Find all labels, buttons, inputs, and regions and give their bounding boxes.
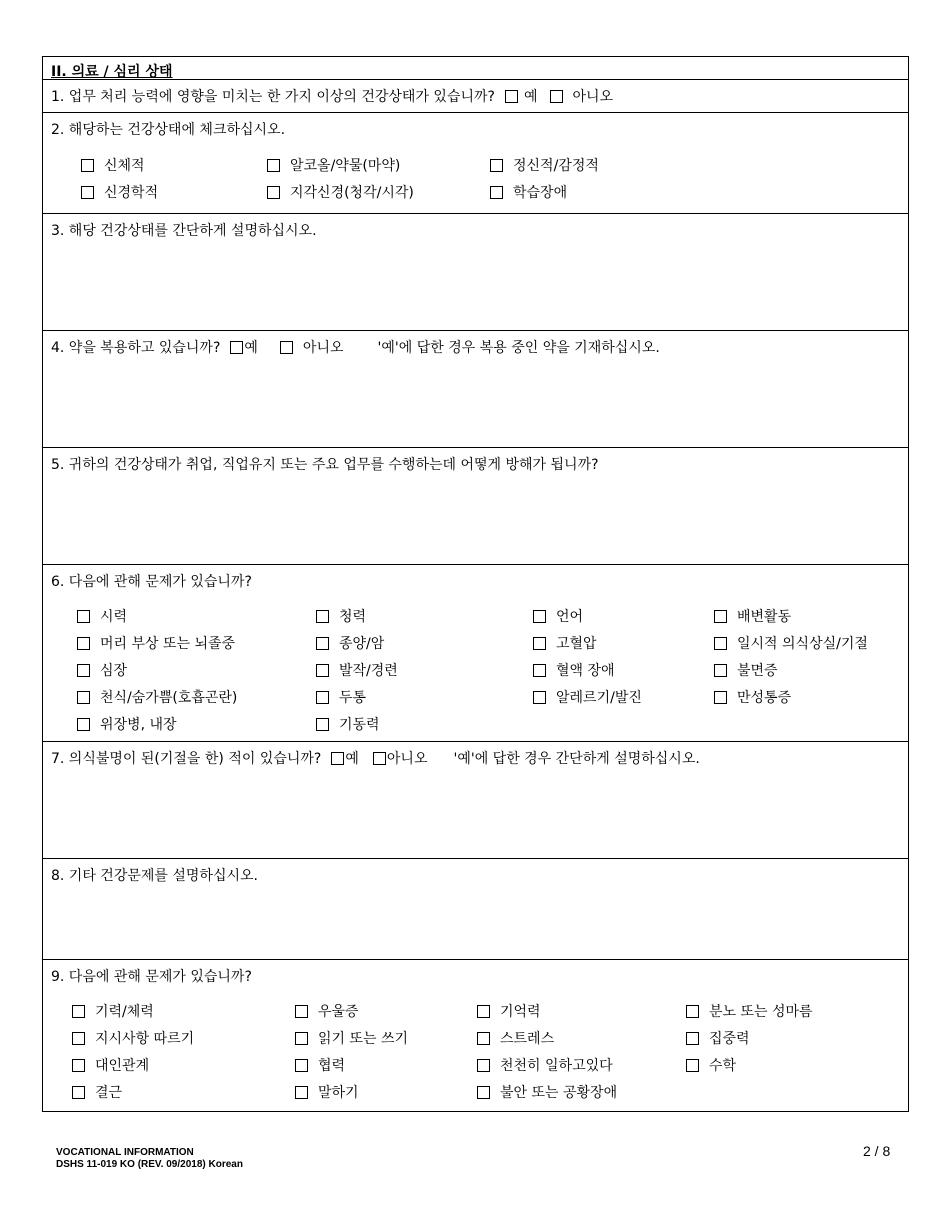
option-label: 기력/체력 bbox=[95, 1004, 154, 1020]
option-label: 두통 bbox=[339, 690, 367, 706]
option-label: 만성통증 bbox=[737, 690, 792, 706]
checkbox[interactable] bbox=[490, 159, 503, 172]
checkbox[interactable] bbox=[295, 1059, 308, 1072]
option-label: 집중력 bbox=[709, 1031, 750, 1047]
q1-no-checkbox[interactable] bbox=[550, 90, 563, 103]
checkbox[interactable] bbox=[714, 637, 727, 650]
question-3-row[interactable] bbox=[43, 213, 908, 330]
checkbox[interactable] bbox=[72, 1059, 85, 1072]
checkbox[interactable] bbox=[77, 637, 90, 650]
checkbox[interactable] bbox=[477, 1059, 490, 1072]
question-3-text: 3. 해당 건강상태를 간단하게 설명하십시오. bbox=[51, 223, 317, 239]
question-9-row bbox=[43, 959, 908, 1113]
q4-note: '예'에 답한 경우 복용 중인 약을 기재하십시오. bbox=[377, 340, 660, 356]
option-label: 기동력 bbox=[339, 717, 380, 733]
q9-option[interactable] bbox=[295, 1082, 359, 1102]
q1-no-label: 아니오 bbox=[572, 89, 614, 105]
option-label: 수학 bbox=[709, 1058, 737, 1074]
option-label: 정신적/감정적 bbox=[513, 158, 599, 174]
q6-option[interactable] bbox=[533, 606, 583, 626]
question-1-text: 1. 업무 처리 능력에 영향을 미치는 한 가지 이상의 건강상태가 있습니까? bbox=[51, 89, 495, 105]
checkbox[interactable] bbox=[72, 1086, 85, 1099]
q6-option[interactable] bbox=[77, 633, 235, 653]
option-label: 시력 bbox=[100, 609, 128, 625]
checkbox[interactable] bbox=[533, 664, 546, 677]
checkbox[interactable] bbox=[316, 637, 329, 650]
q2-option[interactable] bbox=[267, 182, 414, 202]
question-7-row[interactable] bbox=[43, 741, 908, 858]
q1-yes-checkbox[interactable] bbox=[505, 90, 518, 103]
checkbox[interactable] bbox=[295, 1086, 308, 1099]
option-label: 지시사항 따르기 bbox=[95, 1031, 195, 1047]
section-title: II. 의료 / 심리 상태 bbox=[51, 64, 173, 80]
question-8-text: 8. 기타 건강문제를 설명하십시오. bbox=[51, 868, 258, 884]
option-label: 머리 부상 또는 뇌졸중 bbox=[100, 636, 236, 652]
q9-option[interactable] bbox=[295, 1055, 345, 1075]
option-label: 기억력 bbox=[500, 1004, 541, 1020]
checkbox[interactable] bbox=[72, 1005, 85, 1018]
q2-option[interactable] bbox=[490, 182, 567, 202]
option-label: 우울증 bbox=[318, 1004, 359, 1020]
q9-option[interactable] bbox=[477, 1001, 541, 1021]
q7-yes-label: 예 bbox=[345, 751, 359, 767]
footer-title: VOCATIONAL INFORMATION bbox=[56, 1147, 194, 1158]
section-header-row bbox=[43, 57, 908, 79]
q6-option[interactable] bbox=[533, 633, 597, 653]
checkbox[interactable] bbox=[686, 1005, 699, 1018]
question-9-text: 9. 다음에 관해 문제가 있습니까? bbox=[51, 969, 252, 985]
option-label: 언어 bbox=[556, 609, 584, 625]
option-label: 분노 또는 성마름 bbox=[709, 1004, 813, 1020]
option-label: 신체적 bbox=[104, 158, 145, 174]
q9-option[interactable] bbox=[72, 1028, 194, 1048]
q6-option[interactable] bbox=[77, 660, 127, 680]
footer-form-number: DSHS 11-019 KO (REV. 09/2018) Korean bbox=[56, 1159, 243, 1170]
question-1 bbox=[51, 86, 613, 106]
q6-option[interactable] bbox=[533, 687, 642, 707]
q2-option[interactable] bbox=[267, 155, 400, 175]
checkbox[interactable] bbox=[77, 610, 90, 623]
option-label: 읽기 또는 쓰기 bbox=[318, 1031, 409, 1047]
checkbox[interactable] bbox=[533, 637, 546, 650]
question-8-row[interactable] bbox=[43, 858, 908, 959]
checkbox[interactable] bbox=[316, 691, 329, 704]
q6-option[interactable] bbox=[77, 714, 177, 734]
checkbox[interactable] bbox=[72, 1032, 85, 1045]
q4-yes-label: 예 bbox=[244, 340, 258, 356]
option-label: 위장병, 내장 bbox=[100, 717, 177, 733]
question-7 bbox=[51, 748, 700, 768]
option-label: 스트레스 bbox=[500, 1031, 555, 1047]
checkbox[interactable] bbox=[77, 664, 90, 677]
q9-option[interactable] bbox=[686, 1001, 813, 1021]
checkbox[interactable] bbox=[686, 1032, 699, 1045]
question-4-text: 4. 약을 복용하고 있습니까? bbox=[51, 340, 221, 356]
q6-option[interactable] bbox=[77, 606, 127, 626]
option-label: 발작/경련 bbox=[339, 663, 398, 679]
option-label: 청력 bbox=[339, 609, 367, 625]
q9-option[interactable] bbox=[477, 1028, 554, 1048]
question-2-row bbox=[43, 112, 908, 213]
checkbox[interactable] bbox=[686, 1059, 699, 1072]
q4-no-label: 아니오 bbox=[302, 340, 344, 356]
q6-option[interactable] bbox=[316, 633, 384, 653]
q6-option[interactable] bbox=[316, 714, 380, 734]
question-6-row bbox=[43, 564, 908, 741]
option-label: 불면증 bbox=[737, 663, 778, 679]
q9-option[interactable] bbox=[477, 1082, 617, 1102]
footer-form-info bbox=[56, 1147, 243, 1171]
q7-yes-checkbox[interactable] bbox=[331, 752, 344, 765]
question-4-row[interactable] bbox=[43, 330, 908, 447]
option-label: 결근 bbox=[95, 1085, 123, 1101]
q2-option[interactable] bbox=[81, 182, 158, 202]
question-5-text: 5. 귀하의 건강상태가 취업, 직업유지 또는 주요 업무를 수행하는데 어떻게 방해가 됩니까? bbox=[51, 457, 599, 473]
option-label: 협력 bbox=[318, 1058, 346, 1074]
q6-option[interactable] bbox=[316, 660, 398, 680]
checkbox[interactable] bbox=[267, 159, 280, 172]
checkbox[interactable] bbox=[77, 718, 90, 731]
question-2-text: 2. 해당하는 건강상태에 체크하십시오. bbox=[51, 122, 286, 138]
q9-option[interactable] bbox=[72, 1055, 149, 1075]
q2-option[interactable] bbox=[490, 155, 599, 175]
q6-option[interactable] bbox=[316, 687, 366, 707]
question-6-text: 6. 다음에 관해 문제가 있습니까? bbox=[51, 574, 252, 590]
option-label: 대인관계 bbox=[95, 1058, 150, 1074]
page-number: 2 / 8 bbox=[863, 1143, 891, 1159]
option-label: 신경학적 bbox=[104, 185, 159, 201]
checkbox[interactable] bbox=[81, 159, 94, 172]
q6-option[interactable] bbox=[714, 633, 868, 653]
q6-option[interactable] bbox=[316, 606, 366, 626]
checkbox[interactable] bbox=[316, 610, 329, 623]
checkbox[interactable] bbox=[81, 186, 94, 199]
q9-option[interactable] bbox=[295, 1028, 408, 1048]
checkbox[interactable] bbox=[77, 691, 90, 704]
option-label: 천식/숨가쁨(호흡곤란) bbox=[100, 690, 238, 706]
checkbox[interactable] bbox=[477, 1032, 490, 1045]
q9-option[interactable] bbox=[686, 1055, 736, 1075]
checkbox[interactable] bbox=[267, 186, 280, 199]
checkbox[interactable] bbox=[490, 186, 503, 199]
medical-psychological-form bbox=[42, 56, 909, 1112]
question-7-text: 7. 의식불명이 된(기절을 한) 적이 있습니까? bbox=[51, 751, 322, 767]
q6-option[interactable] bbox=[77, 687, 237, 707]
q9-option[interactable] bbox=[72, 1082, 122, 1102]
option-label: 일시적 의식상실/기절 bbox=[737, 636, 868, 652]
q6-option[interactable] bbox=[714, 660, 778, 680]
q2-option[interactable] bbox=[81, 155, 145, 175]
checkbox[interactable] bbox=[477, 1086, 490, 1099]
option-label: 심장 bbox=[100, 663, 128, 679]
q9-option[interactable] bbox=[295, 1001, 359, 1021]
q7-note: '예'에 답한 경우 간단하게 설명하십시오. bbox=[453, 751, 700, 767]
question-1-row bbox=[43, 79, 908, 112]
q7-no-checkbox[interactable] bbox=[373, 752, 386, 765]
checkbox[interactable] bbox=[714, 691, 727, 704]
q7-no-label: 아니오 bbox=[386, 751, 428, 767]
option-label: 지각신경(청각/시각) bbox=[290, 185, 414, 201]
question-5-row[interactable] bbox=[43, 447, 908, 564]
q6-option[interactable] bbox=[714, 606, 791, 626]
q1-yes-label: 예 bbox=[523, 89, 538, 105]
option-label: 천천히 일하고있다 bbox=[500, 1058, 613, 1074]
q9-option[interactable] bbox=[477, 1055, 613, 1075]
option-label: 종양/암 bbox=[339, 636, 385, 652]
q9-option[interactable] bbox=[72, 1001, 154, 1021]
option-label: 말하기 bbox=[318, 1085, 359, 1101]
option-label: 불안 또는 공황장애 bbox=[500, 1085, 618, 1101]
checkbox[interactable] bbox=[295, 1005, 308, 1018]
option-label: 배변활동 bbox=[737, 609, 792, 625]
q4-yes-checkbox[interactable] bbox=[230, 341, 243, 354]
option-label: 학습장애 bbox=[513, 185, 568, 201]
question-4 bbox=[51, 337, 660, 357]
checkbox[interactable] bbox=[533, 691, 546, 704]
checkbox[interactable] bbox=[316, 718, 329, 731]
q6-option[interactable] bbox=[533, 660, 615, 680]
checkbox[interactable] bbox=[295, 1032, 308, 1045]
checkbox[interactable] bbox=[477, 1005, 490, 1018]
checkbox[interactable] bbox=[316, 664, 329, 677]
q4-no-checkbox[interactable] bbox=[280, 341, 293, 354]
option-label: 고혈압 bbox=[556, 636, 597, 652]
option-label: 알코올/약물(마약) bbox=[290, 158, 401, 174]
option-label: 혈액 장애 bbox=[556, 663, 615, 679]
checkbox[interactable] bbox=[714, 664, 727, 677]
checkbox[interactable] bbox=[714, 610, 727, 623]
q6-option[interactable] bbox=[714, 687, 791, 707]
option-label: 알레르기/발진 bbox=[556, 690, 642, 706]
q9-option[interactable] bbox=[686, 1028, 750, 1048]
checkbox[interactable] bbox=[533, 610, 546, 623]
